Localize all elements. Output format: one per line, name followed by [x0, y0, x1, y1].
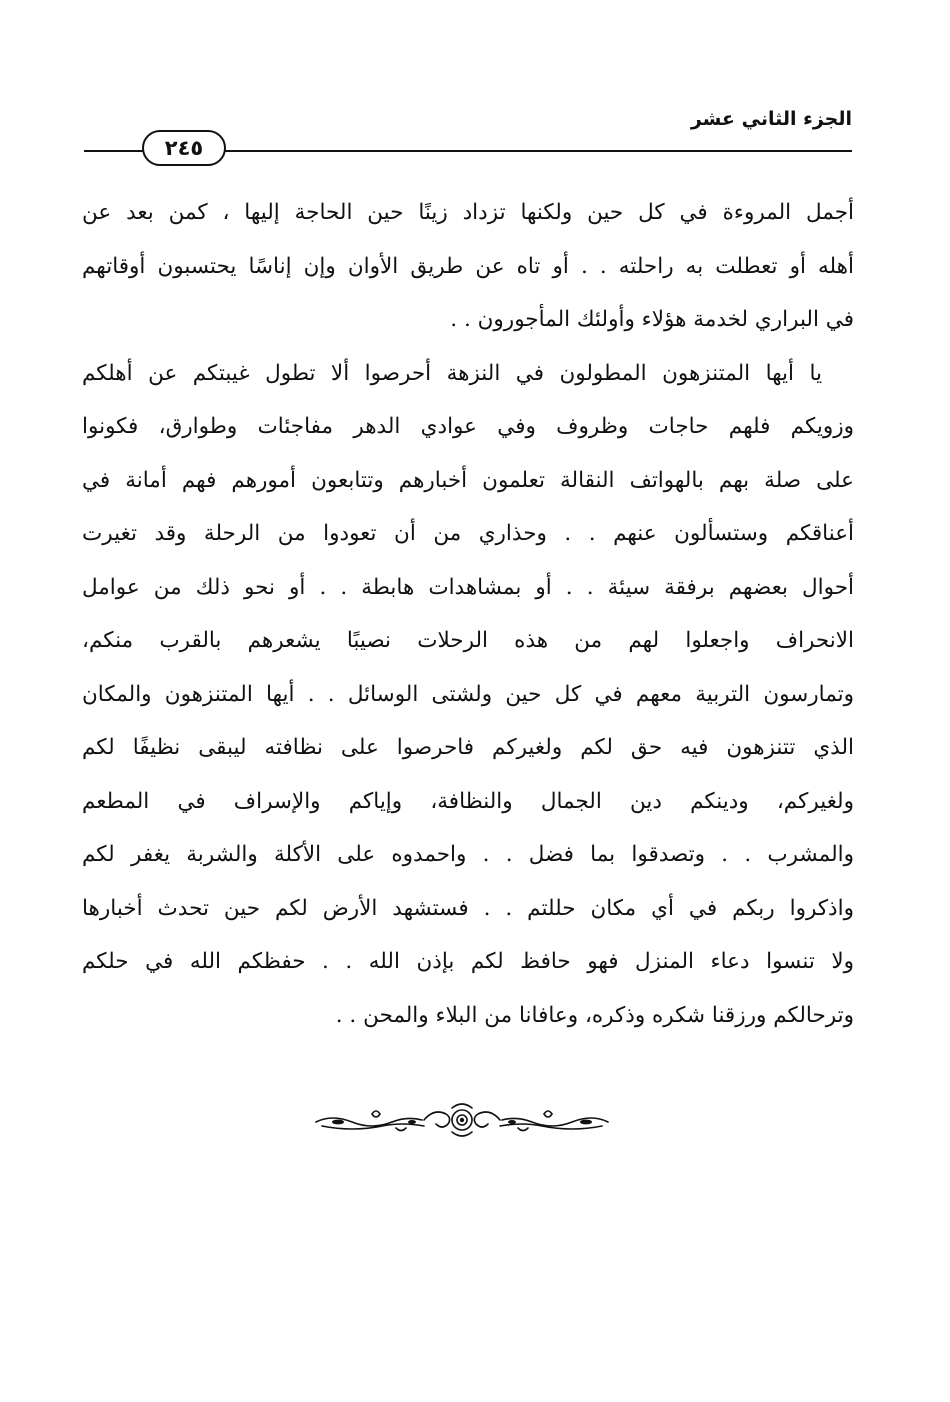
text-line: وترحالكم ورزقنا شكره وذكره، وعافانا من البلاء والمحن . . — [335, 1002, 854, 1028]
text-line: أعناقكم وستسألون عنهم . . وحذاري من أن تعودوا من الرحلة وقد تغيرت — [82, 521, 854, 546]
paragraph-1 — [82, 186, 854, 347]
text-line: أجمل المروءة في كل حين ولكنها تزداد زينًا حين الحاجة إليها ، كمن بعد عن — [82, 200, 854, 225]
text-line: أهله أو تعطلت به راحلته . . أو تاه عن طريق الأوان وإن إناسًا يحتسبون أوقاتهم — [82, 253, 854, 279]
text-line: يا أيها المتنزهون المطولون في النزهة أحرصوا ألا تطول غيبتكم عن أهلكم — [82, 360, 822, 386]
page-number-frame — [142, 130, 226, 166]
text-line: الذي تتنزهون فيه حق لكم ولغيركم فاحرصوا على نظافته ليبقى نظيفًا لكم — [82, 735, 854, 760]
text-line: والمشرب . . وتصدقوا بما فضل . . واحمدوه على الأكلة والشربة يغفر لكم — [82, 842, 854, 867]
text-line: وتمارسون التربية معهم في كل حين ولشتى الوسائل . . أيها المتنزهون والمكان — [82, 681, 854, 707]
text-line: في البراري لخدمة هؤلاء وأولئك المأجورون . . — [450, 307, 854, 332]
text-line: واذكروا ربكم في أي مكان حللتم . . فستشهد الأرض لكم حين تحدث أخبارها — [82, 895, 854, 921]
body-text — [82, 186, 854, 1042]
paragraph-2 — [82, 347, 854, 1043]
ornamental-divider-icon — [312, 1100, 612, 1140]
text-line: أحوال بعضهم برفقة سيئة . . أو بمشاهدات هابطة . . أو نحو ذلك من عوامل — [82, 574, 854, 600]
text-line: ولغيركم، ودينكم دين الجمال والنظافة، وإياكم والإسراف في المطعم — [82, 788, 854, 814]
text-line: ولا تنسوا دعاء المنزل فهو حافظ لكم بإذن الله . . حفظكم الله في حلكم — [82, 949, 854, 974]
page-number: ٢٤٥ — [164, 135, 204, 160]
text-line: على صلة بهم بالهواتف النقالة تعلمون أخبارهم وتتابعون أمورهم فهم أمانة في — [82, 467, 854, 493]
text-line: الانحراف واجعلوا لهم من هذه الرحلات نصيبًا يشعرهم بالقرب منكم، — [82, 628, 854, 653]
text-line: وزويكم فلهم حاجات وظروف وفي عوادي الدهر مفاجئات وطوارق، فكونوا — [82, 414, 854, 439]
running-title: الجزء الثاني عشر — [690, 108, 852, 130]
